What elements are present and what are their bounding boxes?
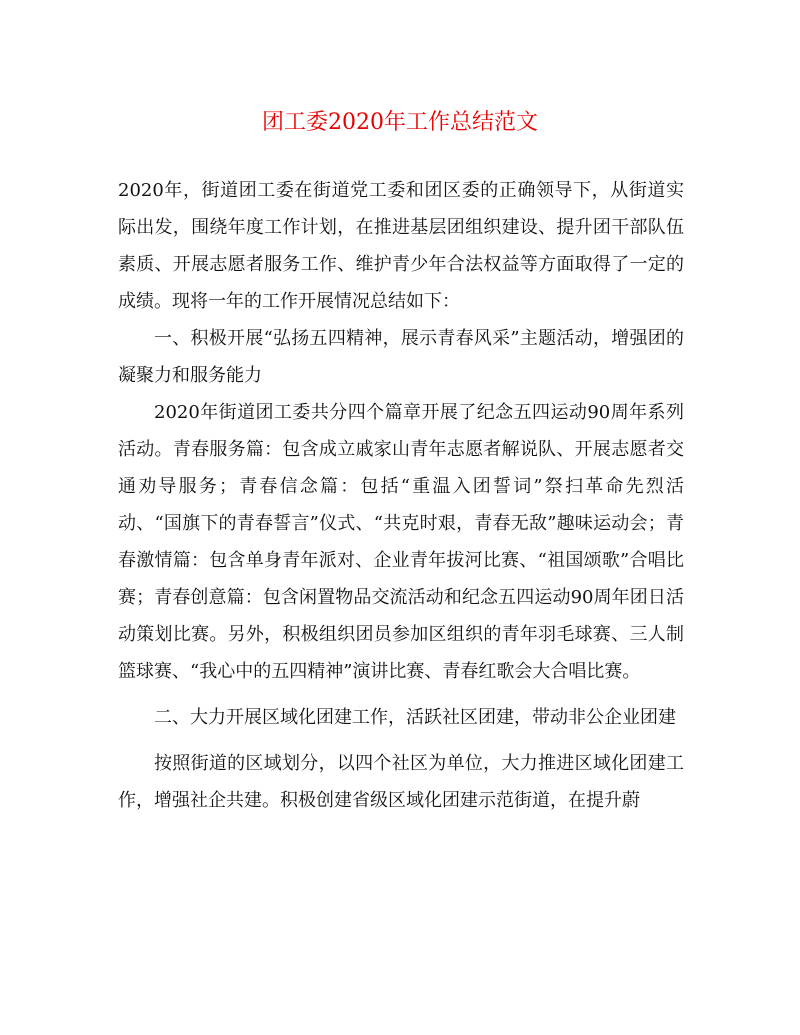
section-1-paragraph: 2020年街道团工委共分四个篇章开展了纪念五四运动90周年系列活动。青春服务篇：包含成立戚家山青年志愿者解说队、开展志愿者交通劝导服务；青春信念篇：包括“重温入团誓词”祭扫革命先烈活动、“国旗下的青春誓言”仪式、“共克时艰，青春无敌”趣味运动会；青春激情篇：包含单身青年派对、企业青年拔河比赛、“祖国颂歌”合唱比赛；青春创意篇：包含闲置物品交流活动和纪念五四运动90周年团日活动策划比赛。另外，积极组织团员参加区组织的青年羽毛球赛、三人制篮球赛、“我心中的五四精神”演讲比赛、青春红歌会大合唱比赛。	[118, 402, 684, 682]
section-heading-1: 一、积极开展“弘扬五四精神，展示青春风采”主题活动，增强团的凝聚力和服务能力	[118, 328, 684, 386]
intro-paragraph: 2020年，街道团工委在街道党工委和团区委的正确领导下，从街道实际出发，围绕年度工作计划，在推进基层团组织建设、提升团干部队伍素质、开展志愿者服务工作、维护青少年合法权益等方面取得了一定的成绩。现将一年的工作开展情况总结如下：	[118, 180, 684, 312]
document-title: 团工委2020年工作总结范文	[262, 110, 538, 135]
section-heading-2: 二、大力开展区域化团建工作，活跃社区团建，带动非公企业团建	[154, 707, 676, 728]
document-body	[118, 172, 684, 819]
section-2-paragraph: 按照街道的区域划分，以四个社区为单位，大力推进区域化团建工作，增强社企共建。积极创建省级区域化团建示范街道，在提升蔚	[118, 753, 684, 811]
